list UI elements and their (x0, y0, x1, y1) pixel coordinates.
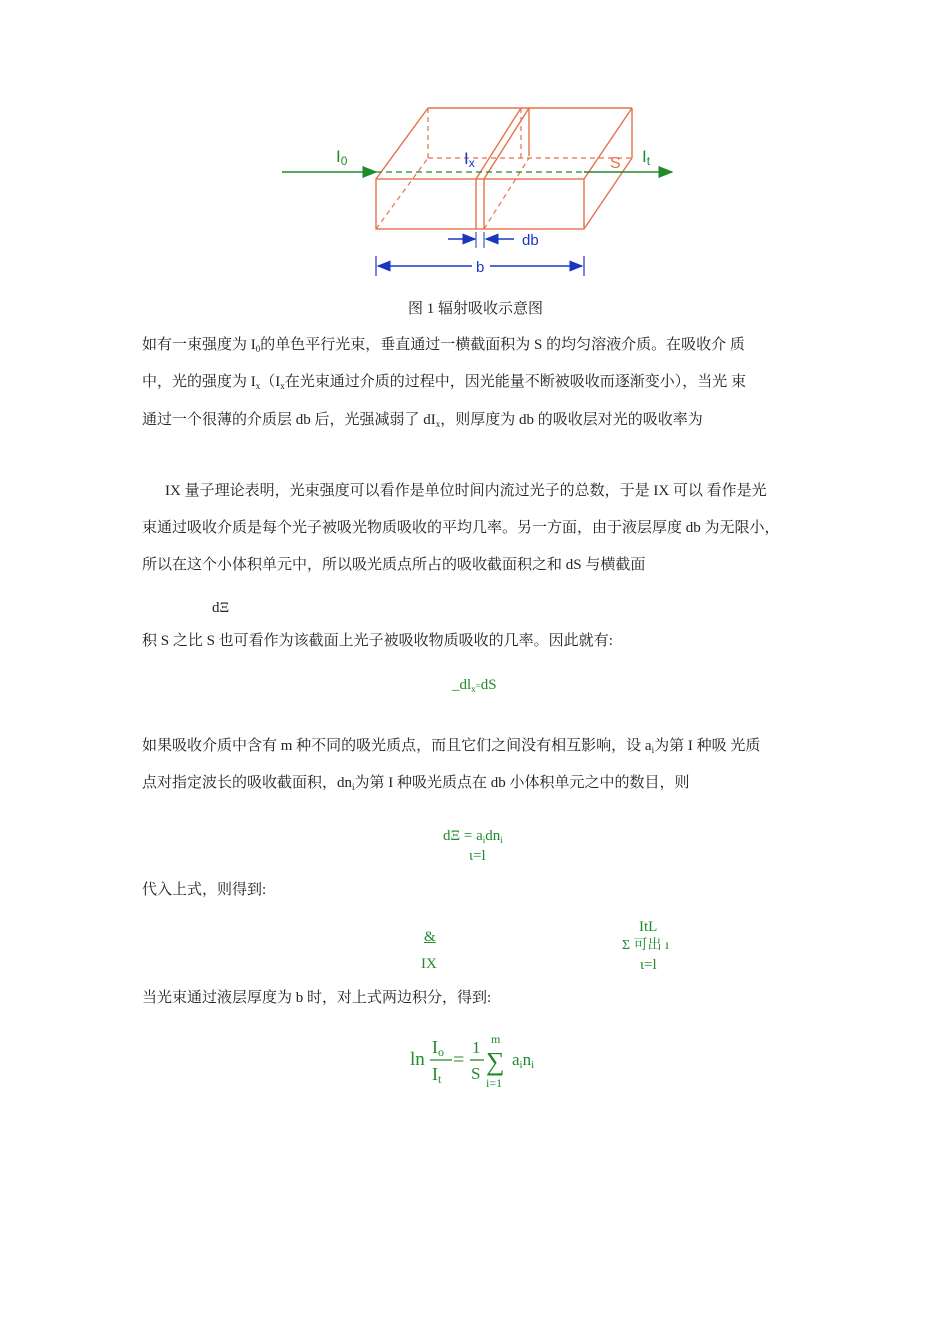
para2-line3: 所以在这个小体积单元中，所以吸光质点所占的吸收截面积之和 dS 与横截面 (142, 557, 646, 573)
para4-line1: 如果吸收介质中含有 m 种不同的吸光质点，而且它们之间没有相互影响，设 $a_i$为第 I 种吸 光质 (142, 738, 761, 755)
figure-caption: 图 1 辐射吸收示意图 (408, 301, 544, 317)
label-it: It (642, 147, 651, 168)
para1-line2: 中，光的强度为 $I_x(I_x$在光束通过介质的过程中，因光能量不断被吸收而逐渐变小），当光 束 (142, 374, 747, 391)
svg-text:S: S (471, 1064, 481, 1083)
label-i0: I0 (336, 147, 348, 168)
svg-text:It: It (432, 1064, 442, 1086)
svg-text:aini: aini (512, 1050, 535, 1071)
formula-1: $\_dl_x=dS$ (452, 677, 497, 694)
box-front (376, 179, 584, 229)
label-db: db (522, 232, 539, 249)
dxi-label: dΞ (212, 600, 230, 616)
label-ix: Ix (464, 149, 475, 170)
para4-line2: 点对指定波长的吸收截面积，$dn_i$为第 I 种吸光质点在 db 小体积单元之中的数目，则 (142, 775, 690, 792)
formula-3-right-bottom: ι=l (640, 957, 657, 973)
formula-2-bottom: ι=l (469, 848, 486, 864)
svg-text:=: = (453, 1049, 465, 1071)
para1-line3: 通过一个很薄的介质层 db 后，光强减弱了 $dI_x$，则厚度为 db 的吸收层对光的吸收率为 (142, 412, 703, 429)
absorption-diagram (276, 96, 686, 286)
formula-2-top: $d\Xi = a_idn_i$ (443, 828, 503, 845)
formula-3-left-top: & (424, 929, 436, 945)
svg-text:m: m (491, 1032, 501, 1046)
para3: 积 S 之比 S 也可看作为该截面上光子被吸收物质吸收的几率。因此就有: (142, 633, 613, 649)
para5: 代入上式，则得到: (142, 882, 267, 898)
para2-line2: 束通过吸收介质是每个光子被吸光物质吸收的平均几率。另一方面，由于液层厚度 db 为无限小， (142, 520, 780, 536)
svg-text:ln: ln (410, 1049, 425, 1070)
label-s: S (610, 155, 621, 172)
formula-3-right-top: ItL (639, 919, 658, 935)
svg-text:1: 1 (472, 1038, 481, 1057)
para1-line1: 如有一束强度为 $I_0$的单色平行光束，垂直通过一横截面积为 S 的均匀溶液介质。在吸收介 质 (142, 337, 745, 354)
svg-text:i=1: i=1 (486, 1076, 503, 1090)
svg-text:Io: Io (432, 1037, 444, 1059)
label-b: b (476, 259, 485, 276)
svg-text:∑: ∑ (486, 1047, 505, 1076)
formula-3-right-mid: Σ 可出 ı (622, 938, 670, 953)
para6: 当光束通过液层厚度为 b 时，对上式两边积分，得到: (142, 990, 492, 1006)
formula-3-left-bottom: IX (421, 956, 437, 972)
para2-line1: IX 量子理论表明，光束强度可以看作是单位时间内流过光子的总数，于是 IX 可以 看作是光 (165, 483, 767, 499)
formula-4 (408, 1030, 558, 1096)
